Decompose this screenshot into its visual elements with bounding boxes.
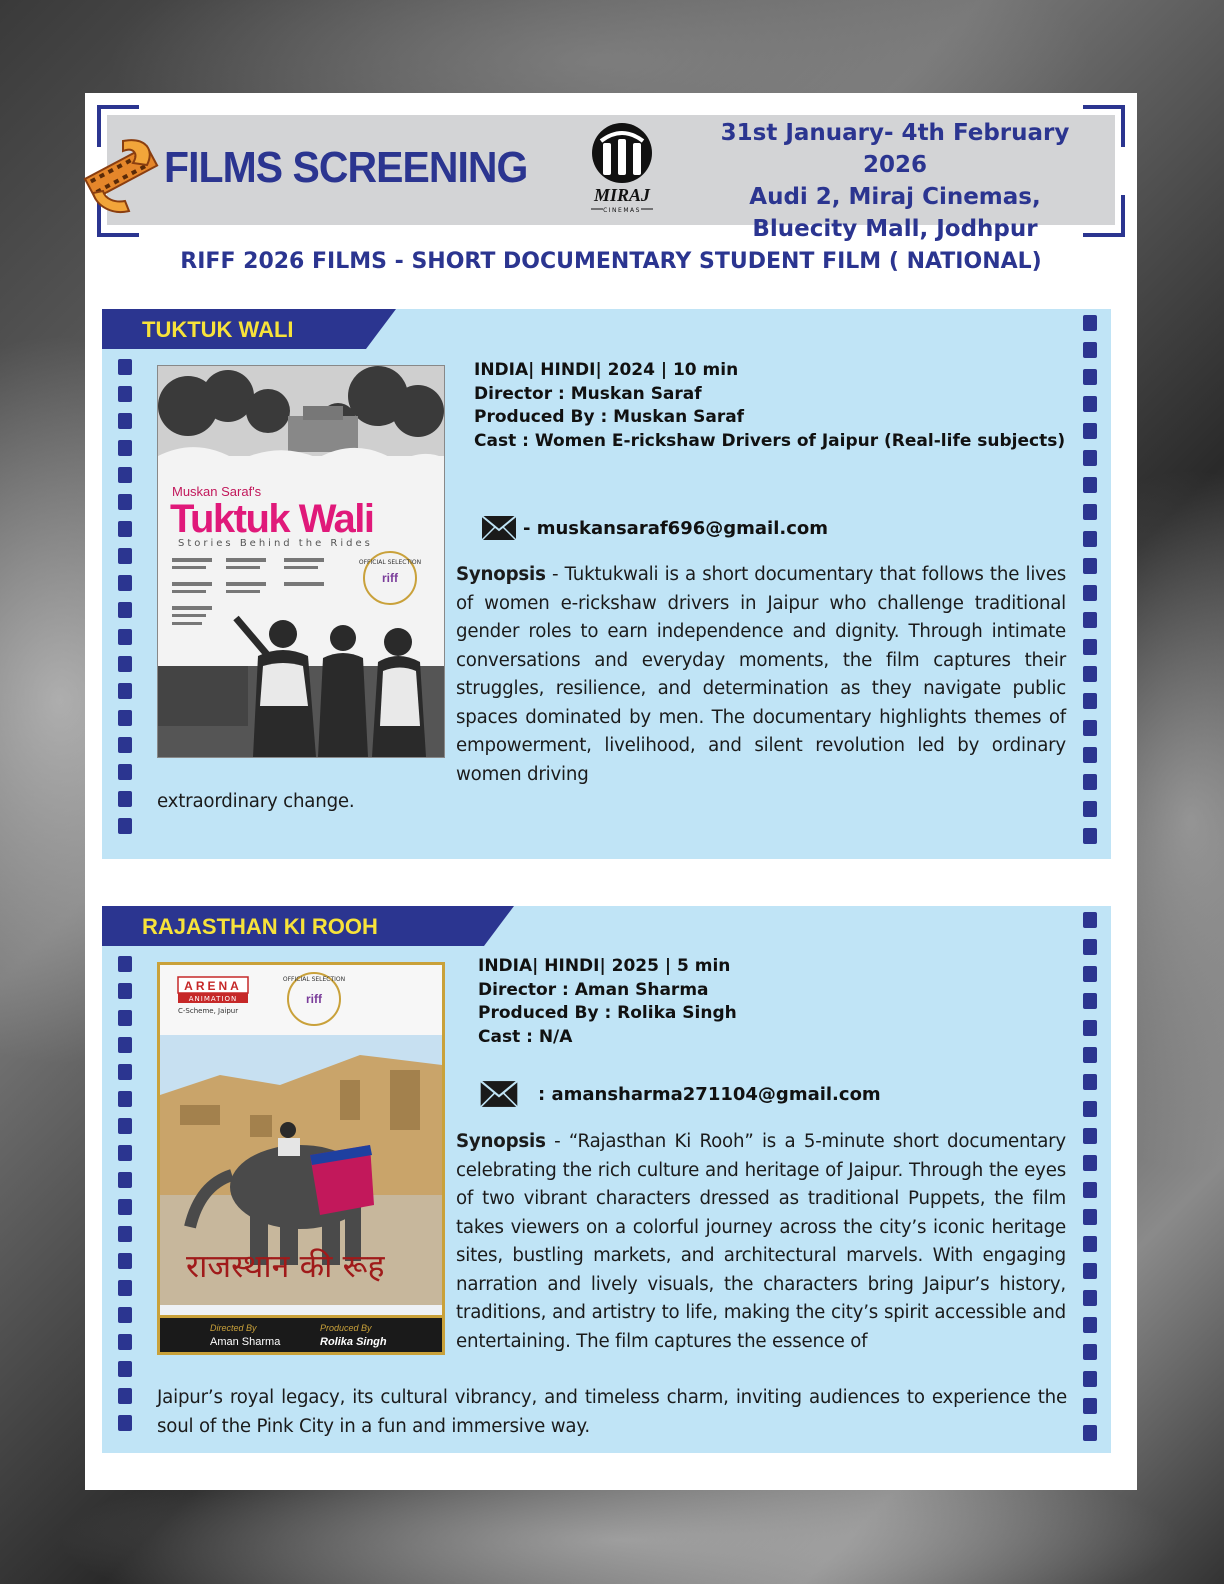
- film-synopsis-tail: extraordinary change.: [157, 791, 355, 812]
- event-venue-line-2: Bluecity Mall, Jodhpur: [752, 216, 1038, 242]
- logo-text: MIRAJ: [593, 185, 651, 205]
- film-sprocket-strip: [118, 956, 132, 1431]
- synopsis-label: Synopsis: [456, 1131, 546, 1152]
- film-sprocket-strip: [1083, 315, 1097, 844]
- section-heading: RIFF 2026 FILMS - SHORT DOCUMENTARY STUDENT FILM ( NATIONAL): [180, 249, 1042, 274]
- film-cast: Cast : Women E-rickshaw Drivers of Jaipur (Real-life subjects): [474, 430, 1066, 451]
- poster-festival: riff: [382, 571, 398, 585]
- poster-school: ARENA: [184, 979, 242, 993]
- film-producer: Produced By : Rolika Singh: [478, 1003, 737, 1023]
- film-meta: INDIA| HINDI| 2025 | 5 min: [478, 956, 731, 976]
- poster-badge: OFFICIAL SELECTION: [358, 559, 422, 566]
- film-director: Director : Muskan Saraf: [474, 383, 702, 404]
- film-director: Director : Aman Sharma: [478, 979, 709, 1000]
- poster-school-location: C-Scheme, Jaipur: [178, 1007, 239, 1015]
- film-card: [102, 309, 1111, 859]
- poster-directed-label: Directed By: [210, 1323, 257, 1333]
- page: [85, 93, 1137, 1490]
- film-sprocket-strip: [118, 359, 132, 834]
- film-title: TUKTUK WALI: [142, 317, 294, 342]
- synopsis-text: - Tuktukwali is a short documentary that follows the lives of women e-rickshaw drivers in Jaipur who challenge traditional gender roles to earn independence and dignity. Through intimate conversations and everyday moments, the film captures their struggles, resilience, and determination as they navigate public spaces dominated by men. The documentary highlights themes of empowerment, livelihood, and silent revolution led by ordinary women driving: [456, 564, 1066, 785]
- miraj-cinemas-logo: [587, 121, 657, 217]
- poster-producer: Rolika Singh: [320, 1336, 387, 1348]
- header-title: FILMS SCREENING: [164, 143, 528, 192]
- film-synopsis-tail: Jaipur’s royal legacy, its cultural vibrancy, and timeless charm, inviting audiences to experience the soul of the Pink City in a fun and immersive way.: [157, 1387, 1067, 1437]
- film-card: [102, 906, 1111, 1453]
- film-email[interactable]: - muskansaraf696@gmail.com: [523, 517, 828, 539]
- event-venue-line-1: Audi 2, Miraj Cinemas,: [749, 184, 1041, 210]
- film-email[interactable]: : amansharma271104@gmail.com: [538, 1083, 881, 1105]
- film-contact: [481, 515, 828, 541]
- film-reel-icon: [83, 131, 161, 217]
- event-info: [685, 117, 1105, 245]
- poster-produced-label: Produced By: [320, 1323, 372, 1333]
- synopsis-text: - “Rajasthan Ki Rooh” is a 5-minute short documentary celebrating the rich culture and heritage of Jaipur. Through the eyes of two vibrant characters dressed as traditional Puppets, the film takes viewers on a colorful journey across the city’s iconic heritage sites, bustling markets, and architectural marvels. With engaging narration and lively visuals, the characters bring Jaipur’s history, traditions, and artistry to life, making the city’s spirit accessible and entertaining. The film captures the essence of: [456, 1131, 1066, 1352]
- poster-credit: Muskan Saraf's: [172, 484, 262, 499]
- mail-icon: [478, 1080, 520, 1108]
- logo-subtext: CINEMAS: [603, 207, 641, 214]
- film-synopsis: [456, 561, 1066, 789]
- event-dates: 31st January- 4th February 2026: [720, 120, 1070, 178]
- poster-title: Tuktuk Wali: [170, 497, 374, 541]
- poster-hindi-title: राजस्थान की रूह: [186, 1247, 385, 1285]
- film-title: RAJASTHAN KI ROOH: [142, 914, 378, 939]
- poster-school-sub: ANIMATION: [188, 995, 238, 1003]
- film-poster: [157, 962, 445, 1355]
- poster-festival: riff: [306, 992, 322, 1006]
- film-sprocket-strip: [1083, 912, 1097, 1441]
- film-contact: [478, 1080, 881, 1108]
- mail-icon: [481, 515, 517, 541]
- film-details: [478, 955, 737, 1049]
- film-details: [474, 359, 1065, 453]
- film-meta: INDIA| HINDI| 2024 | 10 min: [474, 360, 739, 380]
- film-poster: [157, 365, 445, 758]
- film-producer: Produced By : Muskan Saraf: [474, 407, 745, 427]
- film-synopsis: [456, 1128, 1066, 1356]
- poster-tagline: Stories Behind the Rides: [178, 538, 373, 549]
- film-cast: Cast : N/A: [478, 1026, 573, 1047]
- poster-director: Aman Sharma: [210, 1336, 281, 1348]
- poster-badge: OFFICIAL SELECTION: [282, 976, 346, 983]
- synopsis-label: Synopsis: [456, 564, 546, 585]
